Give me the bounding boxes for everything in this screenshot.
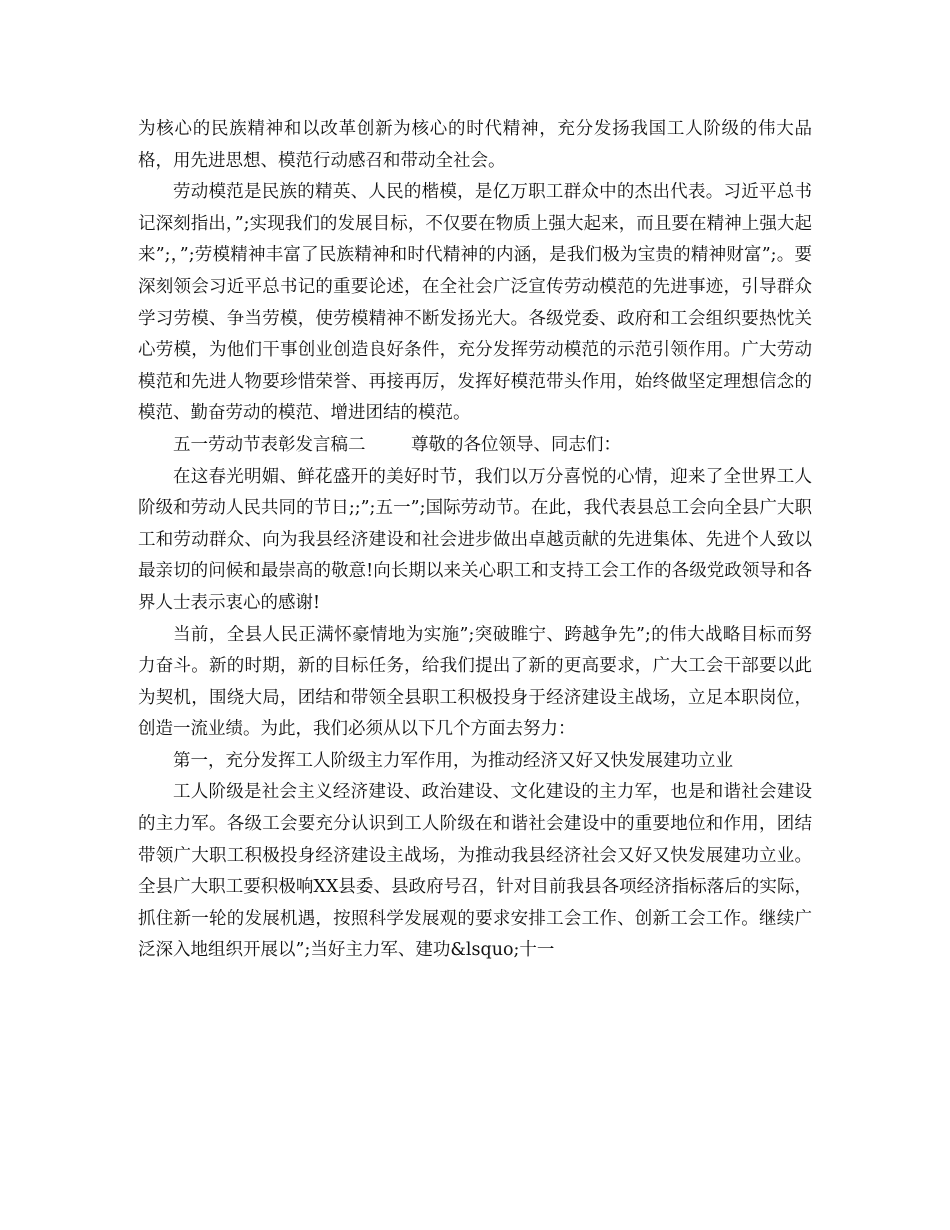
- paragraph: 当前，全县人民正满怀豪情地为实施”;突破睢宁、跨越争先”;的伟大战略目标而努力奋斗。新的时期，新的目标任务，给我们提出了新的更高要求，广大工会干部要以此为契机，围绕大局，团结和带领全县职工积极投身于经济建设主战场，立足本职岗位，创造一流业绩。为此，我们必须从以下几个方面去努力：: [138, 624, 812, 740]
- heading-title: 五一劳动节表彰发言稿二: [173, 434, 366, 455]
- paragraph: 在这春光明媚、鲜花盛开的美好时节，我们以万分喜悦的心情，迎来了全世界工人阶级和劳动人民共同的节日;;”;五一”;国际劳动节。在此，我代表县总工会向全县广大职工和劳动群众、向为我县经济建设和社会进步做出卓越贡献的先进集体、先进个人致以最亲切的问候和最崇高的敬意!向长期以来关心职工和支持工会工作的各级党政领导和各界人士表示衷心的感谢!: [138, 466, 812, 613]
- paragraph: 劳动模范是民族的精英、人民的楷模，是亿万职工群众中的杰出代表。习近平总书记深刻指出，”;实现我们的发展目标，不仅要在物质上强大起来，而且要在精神上强大起来”;，”;劳模精神丰富了民族精神和时代精神的内涵，是我们极为宝贵的精神财富”;。要深刻领会习近平总书记的重要论述，在全社会广泛宣传劳动模范的先进事迹，引导群众学习劳模、争当劳模，使劳模精神不断发扬光大。各级党委、政府和工会组织要热忱关心劳模，为他们干事创业创造良好条件，充分发挥劳动模范的示范引领作用。广大劳动模范和先进人物要珍惜荣誉、再接再厉，发挥好模范带头作用，始终做坚定理想信念的模范、勤奋劳动的模范、增进团结的模范。: [138, 182, 812, 424]
- paragraph: 工人阶级是社会主义经济建设、政治建设、文化建设的主力军，也是和谐社会建设的主力军。各级工会要充分认识到工人阶级在和谐社会建设中的重要地位和作用，团结带领广大职工积极投身经济建设主战场，为推动我县经济社会又好又快发展建功立业。全县广大职工要积极响XX县委、县政府号召，针对目前我县各项经济指标落后的实际，抓住新一轮的发展机遇，按照科学发展观的要求安排工会工作、创新工会工作。继续广泛深入地组织开展以”;当好主力军、建功&lsquo;十一: [138, 782, 812, 961]
- document-page: [138, 114, 812, 967]
- paragraph: 为核心的民族精神和以改革创新为核心的时代精神，充分发扬我国工人阶级的伟大品格，用先进思想、模范行动感召和带动全社会。: [138, 119, 812, 171]
- section-heading: [138, 430, 812, 462]
- subheading: 第一，充分发挥工人阶级主力军作用，为推动经济又好又快发展建功立业: [173, 750, 733, 771]
- heading-salutation: 尊敬的各位领导、同志们：: [411, 434, 621, 455]
